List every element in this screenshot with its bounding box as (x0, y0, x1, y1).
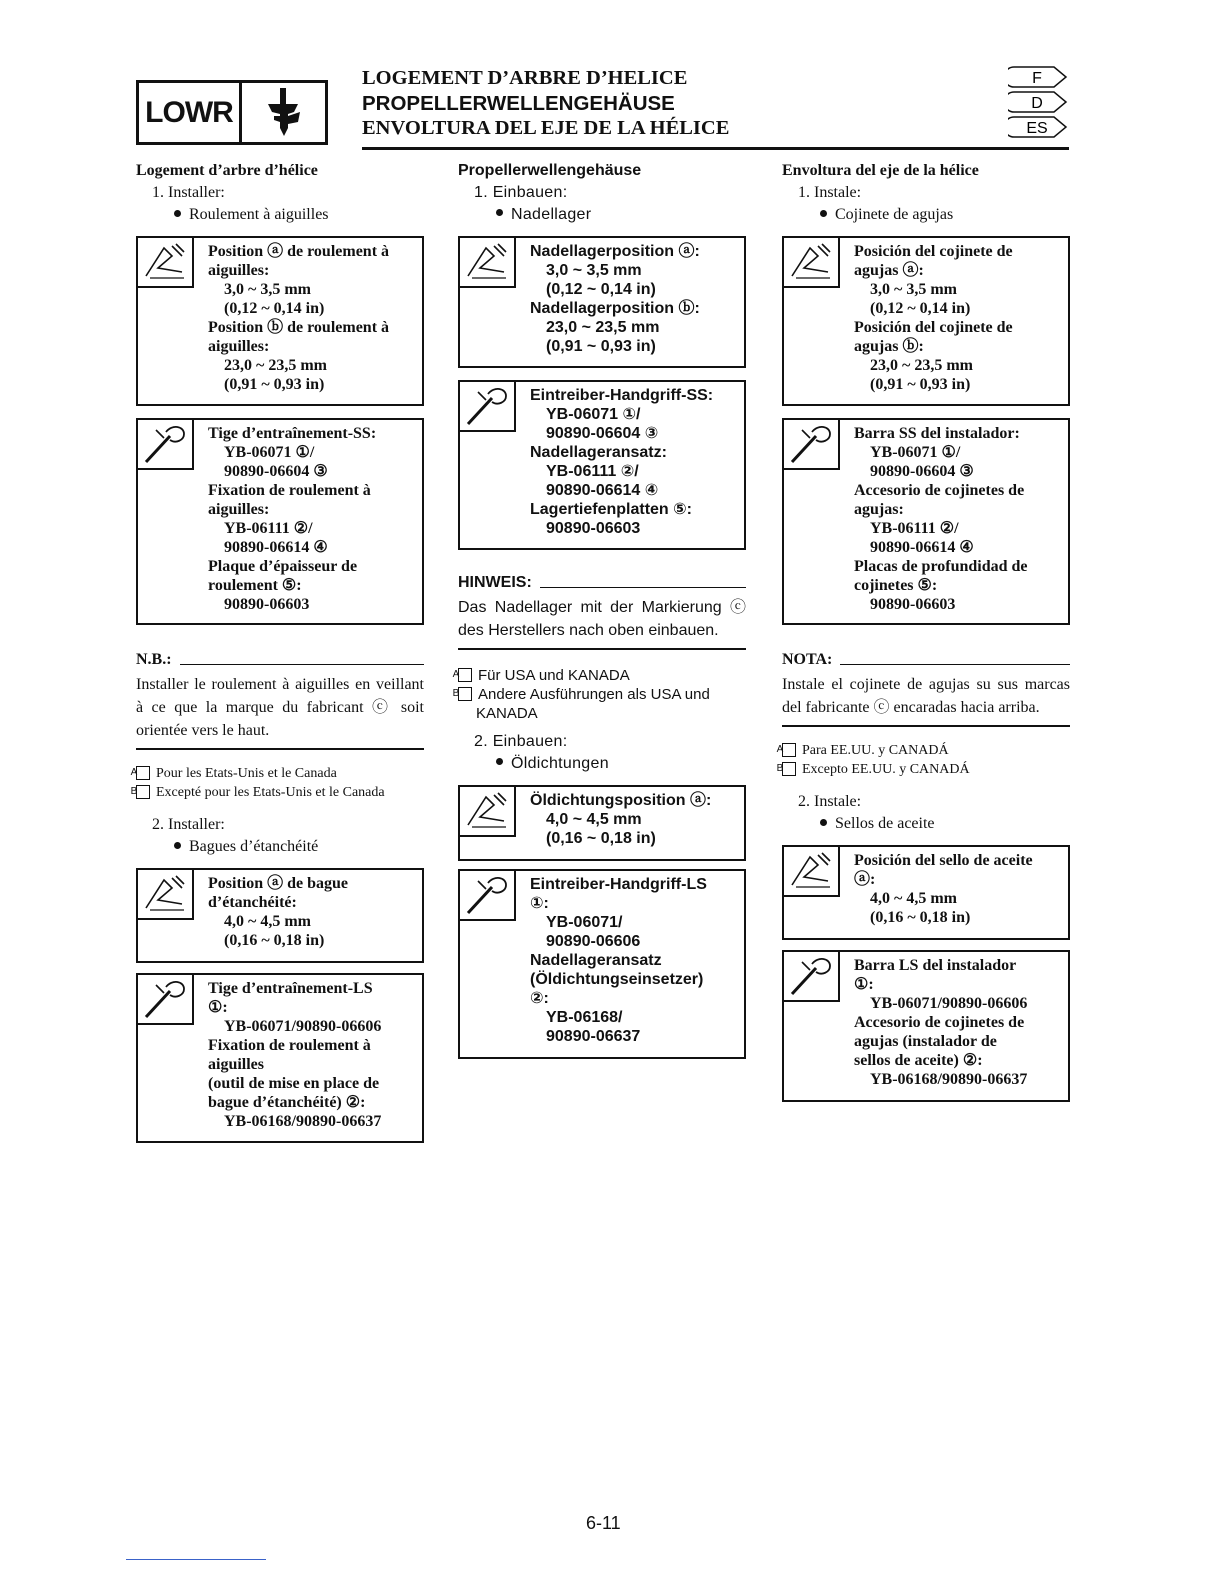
caliper-icon (460, 787, 516, 837)
tool-box-2: Barra LS del instalador ①: YB-06071/90890-06606 Accesorio de cojinetes de agujas (instalador de sellos de aceite) ②: YB-06168/90890-06637 (782, 950, 1070, 1102)
note (782, 651, 1070, 727)
bullet-2 (136, 836, 424, 858)
section-title: Envoltura del eje de la hélice (782, 162, 979, 179)
logo-text: LOWR (139, 83, 242, 142)
area-b: Excepto EE.UU. y CANADÁ (802, 762, 970, 777)
special-tool-icon (138, 975, 194, 1025)
tool-box-2: Tige d’entraînement-LS ①: YB-06071/90890-06606 Fixation de roulement à aiguilles (outil de mise en place de bague d’étanchéité) ②: YB-06168/90890-06637 (136, 973, 424, 1143)
tool-box-2: Eintreiber-Handgriff-LS ①: YB-06071/ 90890-06606 Nadellageransatz (Öldichtungseinsetzer) ②: YB-06168/ 90890-06637 (458, 869, 746, 1059)
special-tool-icon (784, 952, 840, 1002)
title-fr: LOGEMENT D’ARBRE D’HELICE (362, 67, 688, 89)
column-german (452, 160, 746, 1059)
column-french (130, 160, 424, 1143)
step-2: 2. Installer: (152, 816, 225, 833)
lang-label-d: D (1031, 95, 1043, 112)
bullet-2-text: Öldichtungen (511, 755, 609, 772)
note-text: Instale el cojinete de agujas su sus marcas del fabricante ⓒ encaradas hacia arriba. (782, 676, 1070, 716)
area-a-label: A (782, 743, 796, 757)
lang-label-f: F (1032, 70, 1042, 87)
tool-box: Barra SS del instalador: YB-06071 ①/ 90890-06604 ③ Accesorio de cojinetes de agujas: YB-06111 ②/ 90890-06614 ④ Placas de profundidad de cojinetes ⑤: 90890-06603 (782, 418, 1070, 625)
caliper-icon (138, 238, 194, 288)
area-b-label: B (458, 687, 472, 701)
caliper-icon (138, 870, 194, 920)
area-legend (776, 741, 1070, 779)
lang-tag-d (1008, 91, 1068, 113)
lang-label-es: ES (1026, 120, 1048, 137)
area-b: Andere Ausführungen als USA und KANADA (476, 686, 710, 722)
area-b: Excepté pour les Etats-Unis et le Canada (156, 785, 385, 800)
area-a: Pour les Etats-Unis et le Canada (156, 766, 337, 781)
step-1: 1. Instale: (798, 184, 862, 201)
spec-box-2: Position ⓐ de bague d’étanchéité: 4,0 ~ 4,5 mm (0,16 ~ 0,18 in) (136, 868, 424, 963)
note (136, 651, 424, 750)
section-title: Propellerwellengehäuse (458, 162, 642, 179)
title-de: PROPELLERWELLENGEHÄUSE (362, 92, 675, 115)
special-tool-icon (138, 420, 194, 470)
page-titles (362, 66, 729, 141)
caliper-icon (784, 238, 840, 288)
bullet-2 (782, 813, 1070, 835)
outboard-lower-unit-icon (242, 83, 325, 142)
bullet-1 (458, 204, 746, 226)
tool-box: Tige d’entraînement-SS: YB-06071 ①/ 90890-06604 ③ Fixation de roulement à aiguilles: YB-06111 ②/ 90890-06614 ④ Plaque d’épaisseur de roulement ⑤: 90890-06603 (136, 418, 424, 625)
lang-tag-f (1008, 66, 1068, 88)
bullet-1 (136, 204, 424, 226)
special-tool-icon (784, 420, 840, 470)
bullet-2-text: Bagues d’étanchéité (189, 838, 319, 855)
bullet-2-text: Sellos de aceite (835, 815, 935, 832)
spec-box: Position ⓐ de roulement à aiguilles: 3,0 ~ 3,5 mm (0,12 ~ 0,14 in) Position ⓑ de roulement à aiguilles: 23,0 ~ 23,5 mm (0,91 ~ 0,93 in) (136, 236, 424, 406)
area-a-label: A (458, 668, 472, 682)
step-1: 1. Installer: (152, 184, 225, 201)
spec-box-2: Öldichtungsposition ⓐ: 4,0 ~ 4,5 mm (0,16 ~ 0,18 in) (458, 785, 746, 861)
bullet-2 (458, 753, 746, 775)
section-title: Logement d’arbre d’hélice (136, 162, 318, 179)
area-legend (452, 666, 746, 723)
note-head: HINWEIS: (458, 574, 532, 591)
spec-box: Nadellagerposition ⓐ: 3,0 ~ 3,5 mm (0,12 ~ 0,14 in) Nadellagerposition ⓑ: 23,0 ~ 23,5 mm (0,91 ~ 0,93 in) (458, 236, 746, 368)
special-tool-icon (460, 871, 516, 921)
caliper-icon (460, 238, 516, 288)
bullet-1-text: Nadellager (511, 206, 592, 223)
step-2: 2. Einbauen: (474, 733, 568, 750)
spec-box-2: Posición del sello de aceite ⓐ: 4,0 ~ 4,5 mm (0,16 ~ 0,18 in) (782, 845, 1070, 940)
bullet-1-text: Cojinete de agujas (835, 206, 954, 223)
footer-link-line (126, 1559, 266, 1560)
area-b-label: B (782, 762, 796, 776)
spec-box: Posición del cojinete de agujas ⓐ: 3,0 ~ 3,5 mm (0,12 ~ 0,14 in) Posición del cojinete de agujas ⓑ: 23,0 ~ 23,5 mm (0,91 ~ 0,93 in) (782, 236, 1070, 406)
column-spanish (776, 160, 1070, 1102)
area-a: Für USA und KANADA (478, 667, 630, 684)
section-logo (136, 80, 328, 145)
lang-tag-es (1008, 116, 1068, 138)
note-head: NOTA: (782, 651, 833, 668)
language-tags (1008, 66, 1068, 141)
area-legend (130, 764, 424, 802)
note-text: Installer le roulement à aiguilles en veillant à ce que la marque du fabricant ⓒ soit orientée vers le haut. (136, 676, 424, 739)
page-number: 6-11 (586, 1513, 621, 1533)
note-head: N.B.: (136, 651, 172, 668)
header-rule (362, 147, 1069, 150)
area-a: Para EE.UU. y CANADÁ (802, 743, 949, 758)
step-1: 1. Einbauen: (474, 184, 568, 201)
step-2: 2. Instale: (798, 793, 862, 810)
note (458, 574, 746, 650)
special-tool-icon (460, 382, 516, 432)
area-b-label: B (136, 785, 150, 799)
note-text: Das Nadellager mit der Markierung ⓒ des Herstellers nach oben einbauen. (458, 599, 746, 639)
bullet-1-text: Roulement à aiguilles (189, 206, 329, 223)
tool-box: Eintreiber-Handgriff-SS: YB-06071 ①/ 90890-06604 ③ Nadellageransatz: YB-06111 ②/ 90890-06614 ④ Lagertiefenplatten ⑤: 90890-06603 (458, 380, 746, 550)
bullet-1 (782, 204, 1070, 226)
title-es: ENVOLTURA DEL EJE DE LA HÉLICE (362, 117, 730, 139)
area-a-label: A (136, 766, 150, 780)
caliper-icon (784, 847, 840, 897)
